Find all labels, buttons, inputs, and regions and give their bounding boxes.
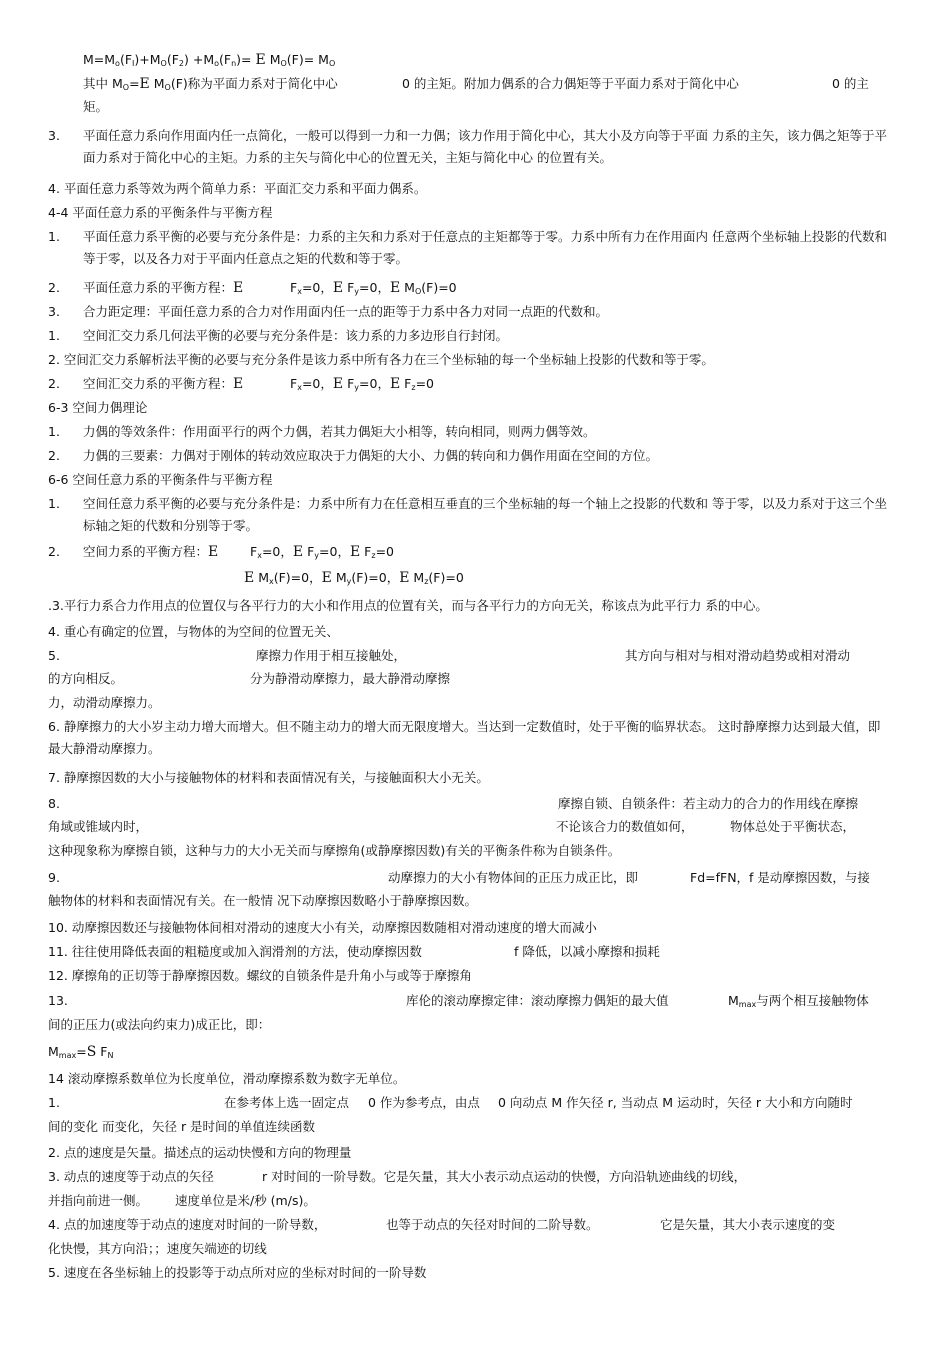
friction-text: 的方向相反。 — [48, 671, 124, 686]
kinematics-text: 0 作为参考点，由点 — [368, 1095, 480, 1110]
paragraph-projection: 5. 速度在各坐标轴上的投影等于动点所对应的坐标对时间的一阶导数 — [48, 1265, 427, 1280]
kinetic-friction-text: 触物体的材料和表面情况有关。在一般情 况下动摩擦因数略小于静摩擦因数。 — [48, 893, 477, 908]
paragraph-velocity-derivative: 3. 动点的速度等于动点的矢径 — [48, 1169, 214, 1184]
friction-text: 分为静滑动摩擦力，最大静滑动摩擦 — [250, 671, 451, 686]
kinematics-text: 间的变化 而变化，矢径 r 是时间的单值连续函数 — [48, 1119, 316, 1134]
self-locking-text: 角域或锥域内时， — [48, 819, 149, 834]
rolling-friction-formula: $M_{max}=S$ $F_N$ — [48, 1044, 114, 1060]
spatial-moment-equation: E $M_x(F)=0$，E $M_y(F)=0$，E $M_z(F)=0$ — [244, 570, 464, 586]
kinematics-text: 0 向动点 M 作矢径 r, 当动点 M 运动时，矢径 r 大小和方向随时 — [498, 1095, 853, 1110]
kinetic-friction-text: Fd=fFN，f 是动摩擦因数，与接 — [690, 870, 870, 885]
item-number: 3. — [48, 304, 60, 319]
rolling-friction-text: $M_{max}$与两个相互接触物体 — [728, 993, 869, 1009]
paragraph-analytic-method: 2. 空间汇交力系解析法平衡的必要与充分条件是该力系中所有各力在三个坐标轴的每一个坐标轴上投影的代数和等于零。 — [48, 352, 714, 367]
item-number: 2. — [48, 448, 60, 463]
friction-text: 摩擦力作用于相互接触处， — [256, 648, 407, 663]
kinematics-text: 在参考体上选一固定点 — [224, 1095, 350, 1110]
friction-text: 其方向与相对与相对滑动趋势或相对滑动 — [625, 648, 851, 663]
paragraph-14: 14 滚动摩擦系数单位为长度单位，滑动摩擦系数为数字无单位。 — [48, 1071, 406, 1086]
item-number: 1. — [48, 328, 60, 343]
item-number: 2. — [48, 376, 60, 391]
paragraph-parallel-force-center: .3.平行力系合力作用点的位置仅与各平行力的大小和作用点的位置有关，而与各平行力的方向无关，称该点为此平行力 系的中心。 — [48, 598, 768, 613]
paragraph-geometric-method: 空间汇交力系几何法平衡的必要与充分条件是：该力系的力多边形自行封闭。 — [83, 328, 509, 343]
paragraph-acceleration-end: 化快慢，其方向沿；；速度矢端迹的切线 — [48, 1241, 267, 1256]
item-number: 5. — [48, 648, 60, 663]
equation-label: 空间汇交力系的平衡方程：E — [83, 376, 244, 392]
spatial-concurrent-equation: $F_x=0$，E $F_y=0$，E $F_z=0$ — [290, 376, 434, 392]
item-number: 8. — [48, 796, 60, 811]
paragraph-reduction: 平面任意力系向作用面内任一点简化，一般可以得到一力和一力偶；该力作用于简化中心，其大小及方向等于平面 力系的主矢，该力偶之矩等于平面力系对于简化中心的主矩。力系的主矢与简化中心的位置无关，主矩与简化中心 的位置有关。 — [83, 128, 887, 165]
paragraph-acceleration: 4. 点的加速度等于动点的速度对时间的一阶导数， — [48, 1217, 327, 1232]
paragraph-velocity: 2. 点的速度是矢量。描述点的运动快慢和方向的物理量 — [48, 1145, 352, 1160]
main-moment-line-2: 0 的主矩。附加力偶系的合力偶矩等于平面力系对于简化中心 — [402, 76, 739, 91]
item-number: 1. — [48, 229, 60, 244]
paragraph-velocity-derivative-cont: r 对时间的一阶导数。它是矢量，其大小表示动点运动的快慢，方向沿轨迹曲线的切线， — [262, 1169, 747, 1184]
item-number: 2. — [48, 280, 60, 295]
rolling-friction-text: 间的正压力(或法向约束力)成正比，即： — [48, 1017, 271, 1032]
main-moment-line-end: 矩。 — [83, 99, 109, 114]
paragraph-friction-factor: 7. 静摩擦因数的大小与接触物体的材料和表面情况有关，与接触面积大小无关。 — [48, 770, 489, 785]
paragraph-12: 12. 摩擦角的正切等于静摩擦因数。螺纹的自锁条件是升角小与或等于摩擦角 — [48, 968, 472, 983]
paragraph-static-friction: 6. 静摩擦力的大小岁主动力增大而增大。但不随主动力的增大而无限度增大。当达到一定数值时，处于平衡的临界状态。 这时静摩擦力达到最大值，即最大静滑动摩擦力。 — [48, 719, 881, 756]
rolling-friction-text: 库伦的滚动摩擦定律：滚动摩擦力偶矩的最大值 — [406, 993, 669, 1008]
item-number: 2. — [48, 544, 60, 559]
paragraph-10: 10. 动摩擦因数还与接触物体间相对滑动的速度大小有关，动摩擦因数随相对滑动速度的增大而减小 — [48, 920, 597, 935]
section-heading-6-6: 6-6 空间任意力系的平衡条件与平衡方程 — [48, 472, 273, 487]
paragraph-acceleration-cont: 也等于动点的矢径对时间的二阶导数。 — [386, 1217, 599, 1232]
paragraph-11: 11. 往往使用降低表面的粗糙度或加入润滑剂的方法，使动摩擦因数 — [48, 944, 422, 959]
equation-label: 空间力系的平衡方程：E — [83, 544, 219, 560]
section-heading-4-4: 4-4 平面任意力系的平衡条件与平衡方程 — [48, 205, 273, 220]
item-number: 3. — [48, 128, 60, 143]
item-number: 1. — [48, 1095, 60, 1110]
self-locking-text: 物体总处于平衡状态， — [730, 819, 856, 834]
planar-equilibrium-equation: $F_x=0$，E $F_y=0$，E $M_O(F)=0$ — [290, 280, 457, 296]
equation-label: 平面任意力系的平衡方程：E — [83, 280, 244, 296]
friction-text: 力，动滑动摩擦力。 — [48, 695, 161, 710]
moment-formula: $M=M_o(F_I)+M_O(F_2) +M_o(F_n)= E$ $M_O(F)= M_O$ — [83, 52, 336, 68]
paragraph-acceleration-cont: 它是矢量，其大小表示速度的变 — [660, 1217, 836, 1232]
paragraph-couple-elements: 力偶的三要素：力偶对于刚体的转动效应取决于力偶矩的大小、力偶的转向和力偶作用面在空间的方位。 — [83, 448, 659, 463]
spatial-force-equation: $F_x=0$，E $F_y=0$，E $F_z=0$ — [250, 544, 394, 560]
kinetic-friction-text: 动摩擦力的大小有物体间的正压力成正比，即 — [388, 870, 639, 885]
paragraph-equivalence: 4. 平面任意力系等效为两个简单力系：平面汇交力系和平面力偶系。 — [48, 181, 427, 196]
paragraph-center-of-gravity: 4. 重心有确定的位置，与物体的为空间的位置无关、 — [48, 624, 339, 639]
paragraph-velocity-derivative-end: 并指向前进一侧。 — [48, 1193, 149, 1208]
self-locking-text: 摩擦自锁、自锁条件：若主动力的合力的作用线在摩擦 — [558, 796, 859, 811]
paragraph-spatial-equilibrium: 空间任意力系平衡的必要与充分条件是：力系中所有力在任意相互垂直的三个坐标轴的每一个轴上之投影的代数和 等于零，以及力系对于这三个坐标轴之矩的代数和分别等于零。 — [83, 496, 887, 533]
item-number: 13. — [48, 993, 68, 1008]
main-moment-line: 其中 $M_O=E$ $M_O(F)$称为平面力系对于简化中心 — [83, 76, 338, 92]
paragraph-couple-equivalence: 力偶的等效条件：作用面平行的两个力偶，若其力偶矩大小相等，转向相同，则两力偶等效。 — [83, 424, 596, 439]
paragraph-11-cont: f 降低，以减小摩擦和损耗 — [514, 944, 660, 959]
paragraph-equilibrium-condition: 平面任意力系平衡的必要与充分条件是：力系的主矢和力系对于任意点的主矩都等于零。力系中所有力在作用面内 任意两个坐标轴上投影的代数和等于零，以及各力对于平面内任意点之矩的代数和等于零。 — [83, 229, 887, 266]
section-heading-6-3: 6-3 空间力偶理论 — [48, 400, 148, 415]
item-number: 1. — [48, 496, 60, 511]
self-locking-text: 这种现象称为摩擦自锁，这种与力的大小无关而与摩擦角(或静摩擦因数)有关的平衡条件称为自锁条件。 — [48, 843, 621, 858]
velocity-unit: 速度单位是米/秒 (m/s)。 — [175, 1193, 316, 1208]
main-moment-line-3: 0 的主 — [832, 76, 869, 91]
item-number: 1. — [48, 424, 60, 439]
paragraph-resultant-moment: 合力距定理：平面任意力系的合力对作用面内任一点的距等于力系中各力对同一点距的代数和。 — [83, 304, 609, 319]
item-number: 9. — [48, 870, 60, 885]
self-locking-text: 不论该合力的数值如何， — [556, 819, 694, 834]
